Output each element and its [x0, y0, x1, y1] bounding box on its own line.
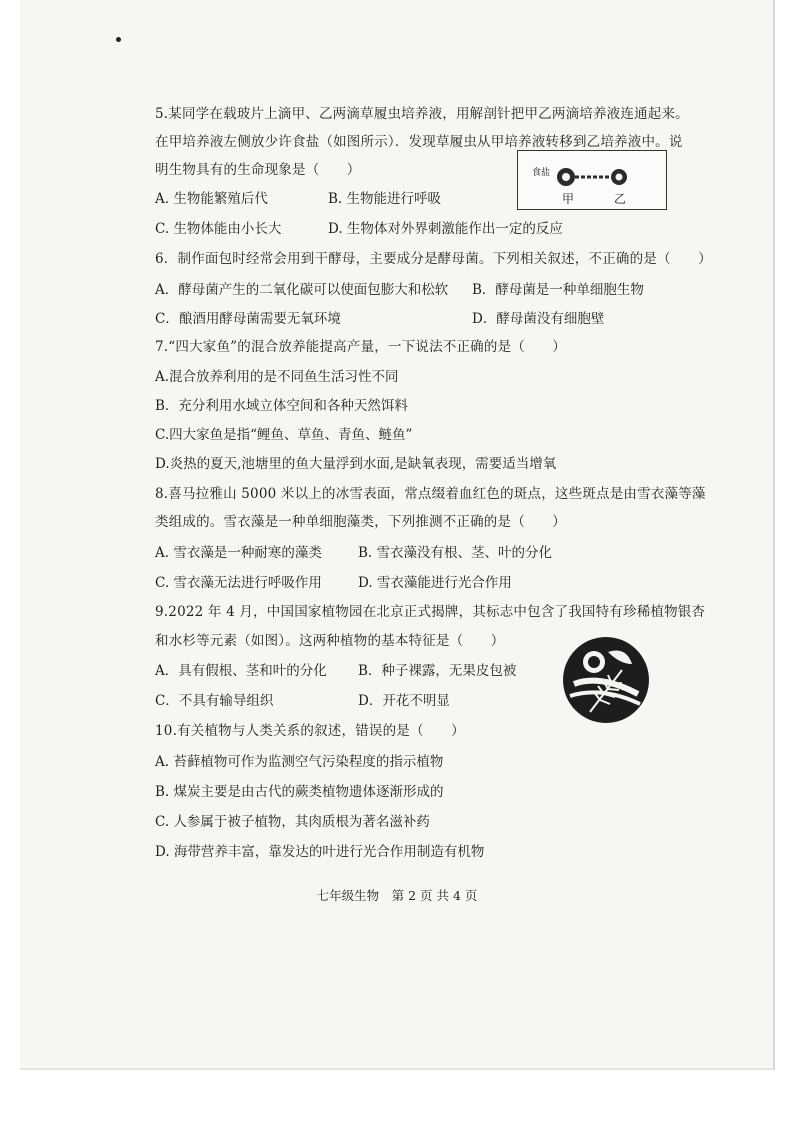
q7-option-a: A.混合放养利用的是不同鱼生活习性不同	[155, 369, 399, 385]
q10-option-d: D. 海带营养丰富，靠发达的叶进行光合作用制造有机物	[155, 844, 485, 860]
page-footer: 七年级生物 第 2 页 共 4 页	[316, 888, 478, 903]
slide-diagram	[518, 151, 666, 209]
q5-stem-line3: 明生物具有的生命现象是（ ）	[155, 162, 361, 178]
q9-option-c: C．不具有输导组织	[155, 693, 274, 709]
q9-option-d: D．开花不明显	[358, 693, 450, 709]
q10-option-b: B. 煤炭主要是由古代的蕨类植物遗体逐渐形成的	[155, 784, 444, 800]
q6-option-c: C．酿酒用酵母菌需要无氧环境	[155, 311, 341, 327]
q5-stem-line1: 5.某同学在载玻片上滴甲、乙两滴草履虫培养液，用解剖针把甲乙两滴培养液连通起来。	[155, 106, 689, 122]
q8-option-b: B. 雪衣藻没有根、茎、叶的分化	[358, 545, 553, 561]
q7-stem: 7.“四大家鱼”的混合放养能提高产量，一下说法不正确的是（ ）	[155, 339, 567, 355]
q9-option-b: B．种子裸露，无果皮包被	[358, 663, 517, 679]
q6-option-a: A．酵母菌产生的二氧化碳可以使面包膨大和松软	[155, 282, 449, 298]
q7-option-b: B．充分利用水域立体空间和各种天然饵料	[155, 398, 408, 414]
q10-stem: 10.有关植物与人类关系的叙述，错误的是（ ）	[155, 723, 465, 739]
q5-option-d: D. 生物体对外界刺激能作出一定的反应	[328, 221, 563, 237]
q6-option-d: D．酵母菌没有细胞壁	[472, 311, 605, 327]
q5-option-b: B. 生物能进行呼吸	[328, 191, 442, 207]
q8-option-a: A. 雪衣藻是一种耐寒的藻类	[155, 545, 322, 561]
q5-stem-line2: 在甲培养液左侧放少许食盐（如图所示）．发现草履虫从甲培养液转移到乙培养液中。说	[155, 134, 683, 150]
q7-option-d: D.炎热的夏天,池塘里的鱼大量浮到水面,是缺氧表现，需要适当增氧	[155, 456, 557, 472]
q8-stem-line2: 类组成的。雪衣藻是一种单细胞藻类，下列推测不正确的是（ ）	[155, 514, 566, 530]
q8-option-d: D. 雪衣藻能进行光合作用	[358, 575, 512, 591]
q9-stem-line2: 和水杉等元素（如图）。这两种植物的基本特征是（ ）	[155, 633, 505, 649]
label-yi: 乙	[614, 192, 627, 206]
salt-label: 食盐	[532, 168, 551, 178]
q6-option-b: B．酵母菌是一种单细胞生物	[472, 282, 644, 298]
q8-stem-line1: 8.喜马拉雅山 5000 米以上的冰雪表面，常点缀着血红色的斑点，这些斑点是由雪衣藻等藻	[155, 486, 706, 502]
label-jia: 甲	[562, 192, 575, 206]
q5-option-a: A. 生物能繁殖后代	[155, 191, 268, 207]
q10-option-a: A. 苔藓植物可作为监测空气污染程度的指示植物	[155, 754, 444, 770]
q7-option-c: C.四大家鱼是指“鲤鱼、草鱼、青鱼、鲢鱼”	[155, 427, 413, 443]
q8-option-c: C. 雪衣藻无法进行呼吸作用	[155, 575, 322, 591]
scan-speck	[116, 37, 121, 42]
q9-stem-line1: 9.2022 年 4 月，中国国家植物园在北京正式揭牌，其标志中包含了我国特有珍稀植物银杏	[155, 604, 706, 620]
q9-option-a: A．具有假根、茎和叶的分化	[155, 663, 327, 679]
paramecium-slide-figure	[517, 150, 667, 210]
q6-stem: 6．制作面包时经常会用到干酵母，主要成分是酵母菌。下列相关叙述，不正确的是（ ）	[155, 251, 712, 267]
q10-option-c: C. 人参属于被子植物，其肉质根为著名滋补药	[155, 814, 430, 830]
botanical-garden-logo	[560, 634, 652, 726]
q5-option-c: C. 生物体能由小长大	[155, 221, 282, 237]
